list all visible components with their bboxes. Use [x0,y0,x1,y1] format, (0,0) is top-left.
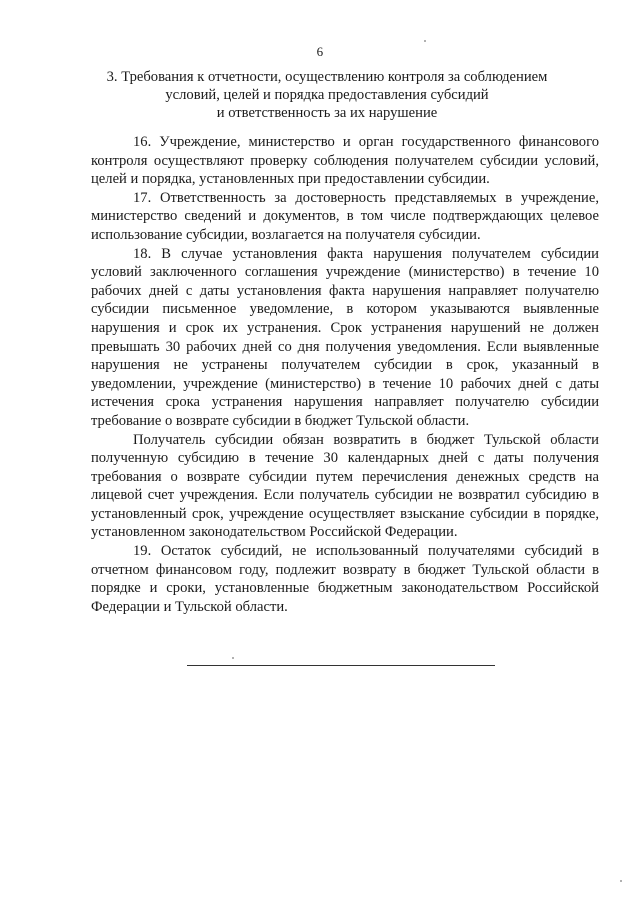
scan-speck [620,880,622,882]
paragraph-19: 19. Остаток субсидий, не использованный получателями субсидий в отчетном финансовом году, подлежит возврату в бюджет Тульской области в порядке и сроки, установленные бюджетным законодательством Российской Федерации и Тульской области. [91,543,599,615]
document-body [91,133,599,616]
section-title-line-1: 3. Требования к отчетности, осуществлению контроля за соблюдением [106,69,548,85]
paragraph-17: 17. Ответственность за достоверность представляемых в учреждение, министерство сведений и документов, в том числе подтверждающих целевое использование субсидии, возлагается на получателя субсидии. [91,189,599,243]
paragraph-18: 18. В случае установления факта нарушения получателем субсидии условий заключенного соглашения учреждение (министерство) в течение 10 рабочих дней с даты установления факта нарушения направляет получателю субсидии письменное уведомление, в котором указываются выявленные нарушения и срок их устранения. Срок устранения нарушений не должен превышать 30 рабочих дней со дня получения уведомления. Если выявленные нарушения не устранены получателем субсидии в срок, указанный в уведомлении, учреждение (министерство) в течение 10 рабочих дней с даты истечения срока устранения нарушения направляет получателю субсидии требование о возврате субсидии в бюджет Тульской области. [91,245,599,429]
paragraph-16: 16. Учреждение, министерство и орган государственного финансового контроля осуществляют проверку соблюдения получателем субсидии условий, целей и порядка, установленных при предоставлении субсидии. [91,134,599,188]
section-title-line-3: и ответственность за их нарушение [216,105,438,121]
closing-rule [187,665,495,666]
scan-speck [232,657,234,659]
scan-speck [424,40,426,42]
section-title-line-2: условий, целей и порядка предоставления субсидий [165,87,489,103]
paragraph-18-continued: Получатель субсидии обязан возвратить в бюджет Тульской области полученную субсидию в течение 30 календарных дней с даты получения требования о возврате субсидии путем перечисления денежных средств на лицевой счет учреждения. Если получатель субсидии не возвратил субсидию в установленный срок, учреждение осуществляет взыскание субсидии в порядке, установленном законодательством Российской Федерации. [91,431,599,541]
page-number: 6 [316,44,324,59]
section-title [90,68,564,122]
